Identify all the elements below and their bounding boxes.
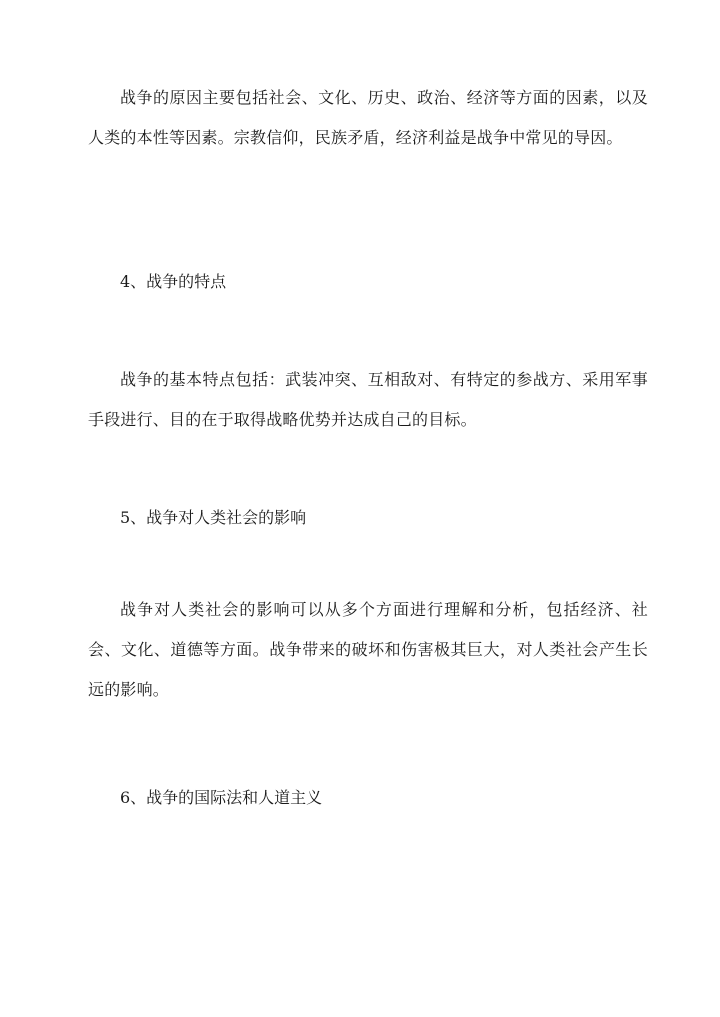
paragraph-characteristics-of-war: 战争的基本特点包括：武装冲突、互相敌对、有特定的参战方、采用军事手段进行、目的在于取得战略优势并达成自己的目标。 xyxy=(88,370,648,429)
section-heading-4: 4、战争的特点 xyxy=(120,272,227,291)
section-heading-6: 6、战争的国际法和人道主义 xyxy=(120,788,323,807)
paragraph-impact-of-war: 战争对人类社会的影响可以从多个方面进行理解和分析，包括经济、社会、文化、道德等方面。战争带来的破坏和伤害极其巨大，对人类社会产生长远的影响。 xyxy=(88,600,648,699)
section-heading-5: 5、战争对人类社会的影响 xyxy=(120,508,307,527)
paragraph-causes-of-war: 战争的原因主要包括社会、文化、历史、政治、经济等方面的因素，以及人类的本性等因素。宗教信仰，民族矛盾，经济利益是战争中常见的导因。 xyxy=(88,88,648,147)
